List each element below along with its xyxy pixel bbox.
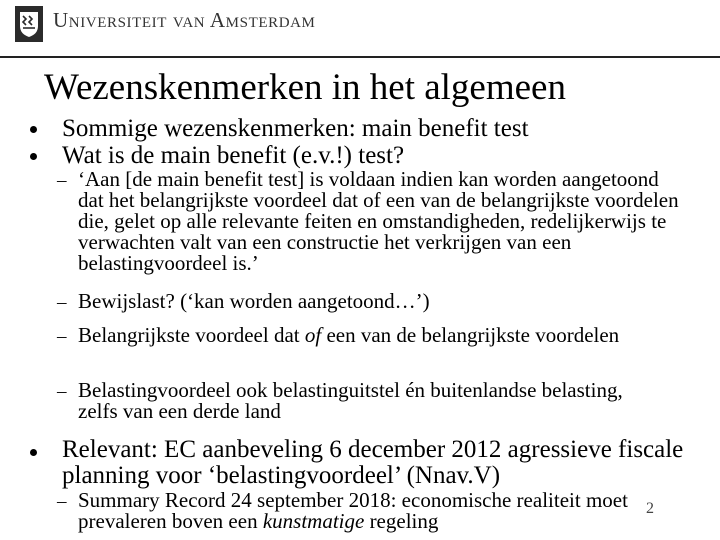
subpoint-2-2: Bewijslast? (‘kan worden aangetoond…’) <box>78 289 430 313</box>
organization-name: Universiteit van Amsterdam <box>53 8 316 32</box>
slide-title: Wezenskenmerken in het algemeen <box>44 67 566 108</box>
subpoint-3-1-text-end: regeling <box>364 509 439 533</box>
dash-icon: – <box>57 381 67 402</box>
point-1: Sommige wezenskenmerken: main benefit test <box>62 115 529 142</box>
dash-icon: – <box>57 491 67 512</box>
dash-icon: – <box>57 292 67 313</box>
slide-number: 2 <box>646 500 654 517</box>
point-2: Wat is de main benefit (e.v.!) test? <box>62 142 405 169</box>
subpoint-2-3 <box>78 325 638 346</box>
subpoint-3-1 <box>78 490 703 532</box>
subpoint-2-3-text: Belangrijkste voordeel dat <box>78 323 305 347</box>
header-divider <box>0 56 720 58</box>
point-3: Relevant: EC aanbeveling 6 december 2012 agressieve fiscale planning voor ‘belastingvoordeel’ (Nnav.V) <box>62 436 684 489</box>
subpoint-2-3-emphasis: of <box>304 323 322 347</box>
dash-icon: – <box>57 326 67 347</box>
header <box>0 0 720 56</box>
uva-crest-icon <box>15 6 43 42</box>
subpoint-2-3-text-end: een van de belangrijkste voordelen <box>321 323 620 347</box>
subpoint-3-1-emphasis: kunstmatige <box>262 509 365 533</box>
bullet-icon <box>30 449 37 456</box>
bullet-icon <box>30 126 37 133</box>
subpoint-3-1-text: Summary Record 24 september 2018: economische realiteit moet prevaleren boven een <box>78 488 628 533</box>
bullet-icon <box>30 153 37 160</box>
subpoint-2-1: ‘Aan [de main benefit test] is voldaan indien kan worden aangetoond dat het belangrijkste voordeel dat of een van de belangrijkste voordelen die, gelet op alle relevante feiten en omstandigheden, redelijkerwijs te verwachten valt van een constructie het verkrijgen van een belastingvoordeel is.’ <box>78 167 679 275</box>
subpoint-2-4: Belastingvoordeel ook belastinguitstel én buitenlandse belasting, zelfs van een derde land <box>78 378 623 423</box>
dash-icon: – <box>57 170 67 191</box>
